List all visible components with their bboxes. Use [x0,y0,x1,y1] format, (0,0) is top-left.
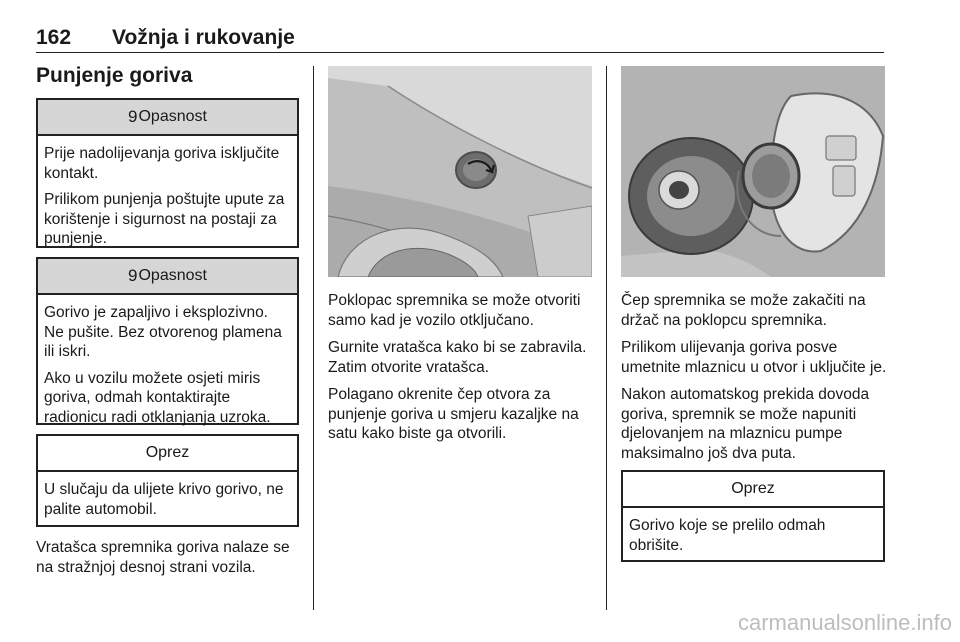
paragraph: Gorivo je zapaljivo i eksplozivno. Ne pušite. Bez otvorenog plamena ili iskri. [44,304,282,360]
danger-box-title: Opasnost [138,108,207,125]
danger-box-header [38,259,297,295]
paragraph: Čep spremnika se može zakačiti na držač na poklopcu spremnika. [621,292,866,329]
paragraph: U slučaju da ulijete krivo gorivo, ne palite automobil. [44,481,284,518]
watermark: carmanualsonline.info [737,610,952,635]
chapter-title: Vožnja i rukovanje [112,26,295,49]
page-header [36,26,295,50]
danger-box-body [38,295,297,433]
danger-box-header [38,100,297,136]
column-2-text [328,291,596,452]
column-1-text [36,538,301,585]
warning-icon: 9 [128,266,138,285]
caution-box-body [623,508,883,561]
paragraph: Gurnite vratašca kako bi se zabravila. Zatim otvorite vratašca. [328,339,587,376]
paragraph: Prilikom punjenja poštujte upute za korištenje i sigurnost na postaji za punjenje. [44,191,285,247]
page-number: 162 [36,26,72,49]
caution-box-1 [36,434,299,527]
fuel-door-illustration [328,66,592,277]
caution-box-body [38,472,297,525]
danger-box-1 [36,98,299,248]
paragraph: Ako u vozilu možete osjeti miris goriva, odmah kontaktirajte radionicu radi otklanjanja uzroka. [44,369,271,426]
section-title: Punjenje goriva [36,64,193,87]
caution-box-2 [621,470,885,562]
caution-box-title: Oprez [623,472,883,508]
column-divider-2 [606,66,607,610]
car-rear-illustration [328,66,592,277]
paragraph: Prilikom ulijevanja goriva posve umetnite mlaznicu u otvor i uključite je. [621,339,887,376]
column-3-text [621,291,889,471]
danger-box-title: Opasnost [138,267,207,284]
fuel-cap-illustration [621,66,885,277]
danger-box-body [38,136,297,255]
paragraph: Gorivo koje se prelilo odmah obrišite. [629,517,826,554]
paragraph: Prije nadolijevanja goriva isključite kontakt. [44,145,280,182]
paragraph: Poklopac spremnika se može otvoriti samo kad je vozilo otključano. [328,292,581,329]
caution-box-title: Oprez [38,436,297,472]
paragraph: Polagano okrenite čep otvora za punjenje goriva u smjeru kazaljke na satu kako biste ga otvorili. [328,386,579,442]
paragraph: Vratašca spremnika goriva nalaze se na stražnjoj desnoj strani vozila. [36,539,290,576]
danger-box-2 [36,257,299,425]
paragraph: Nakon automatskog prekida dovoda goriva, spremnik se može napuniti djelovanjem na mlaznicu pumpe maksimalno još dva puta. [621,386,870,462]
fuel-cap-holder-illustration [621,66,885,277]
header-rule [36,52,884,53]
warning-icon: 9 [128,107,138,126]
column-divider-1 [313,66,314,610]
